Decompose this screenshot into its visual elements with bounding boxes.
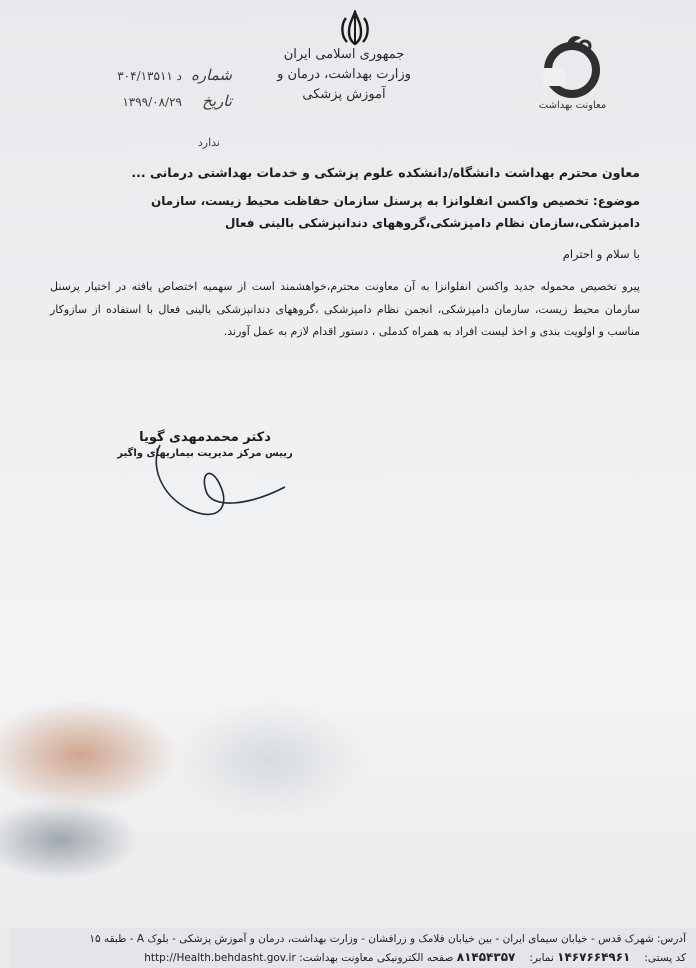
letter-meta [92, 66, 232, 149]
postal-label: کد پستی: [644, 952, 686, 964]
footer-contact [10, 950, 686, 964]
website-link[interactable]: صفحه الکترونیکی معاونت بهداشت: http://Health.behdasht.gov.ir [144, 952, 454, 964]
ministry-line1: جمهوری اسلامی ایران [283, 47, 405, 62]
footer-address: آدرس: شهرک قدس - خیابان سیمای ایران - بین خیابان فلامک و زرافشان - وزارت بهداشت، درمان و آموزش پزشکی - بلوک A - طبقه ۱۵ [89, 933, 686, 945]
ministry-line2: وزارت بهداشت، درمان و آموزش پزشکی [277, 67, 411, 102]
signer-name: دکتر محمدمهدی گویا [139, 430, 271, 445]
number-label: شماره [191, 66, 232, 84]
photo-blur [170, 700, 370, 820]
photo-blur [0, 800, 140, 880]
attachment-value: ندارد [197, 136, 220, 149]
fax-label: نمابر: [529, 952, 554, 964]
iran-emblem-icon [335, 10, 375, 46]
photo-blur [0, 700, 180, 810]
health-deputy-name: معاونت بهداشت [538, 100, 607, 111]
fax-number: ۸۱۴۵۴۳۵۷ [456, 950, 516, 964]
letter-body: پیرو تخصیص محموله جدید واکسن انفلوانزا به آن معاونت محترم،خواهشمند است از سهمیه اختصاص یافته در اختیار پرسنل سازمان محیط زیست، سازمان دامپزشکی، انجمن نظام دامپزشکی ،گروههای دندانپزشکی بالینی فعال با استفاده از سازوکار مناسب و اولویت بندی و اخذ لیست افراد به همراه کدملی ، دستور اقدام لازم به عمل آورند. [50, 280, 640, 338]
date-value: ۱۳۹۹/۰۸/۲۹ [122, 95, 182, 109]
addressee: معاون محترم بهداشت دانشگاه/دانشکده علوم پزشکی و خدمات بهداشتی درمانی ... [131, 165, 640, 180]
number-value: ۳۰۴/۱۳۵۱۱ د [117, 69, 182, 83]
postal-code: ۱۴۶۷۶۶۴۹۶۱ [557, 950, 631, 964]
subject-line: موضوع: تخصیص واکسن انفلوانزا به پرسنل سازمان حفاظت محیط زیست، سازمان دامپزشکی،سازمان نظام دامپزشکی،گروههای دندانپزشکی بالینی فعال [151, 194, 640, 230]
letter-footer [10, 928, 696, 968]
greeting: با سلام و احترام [562, 247, 640, 261]
date-label: تاریخ [202, 92, 232, 110]
ministry-heading [274, 45, 414, 105]
signer-title: رییس مرکز مدیریت بیماریهای واگیر [117, 448, 293, 459]
health-deputy-logo-icon [537, 30, 607, 102]
signature-block [115, 430, 295, 459]
letter-content [50, 162, 640, 344]
